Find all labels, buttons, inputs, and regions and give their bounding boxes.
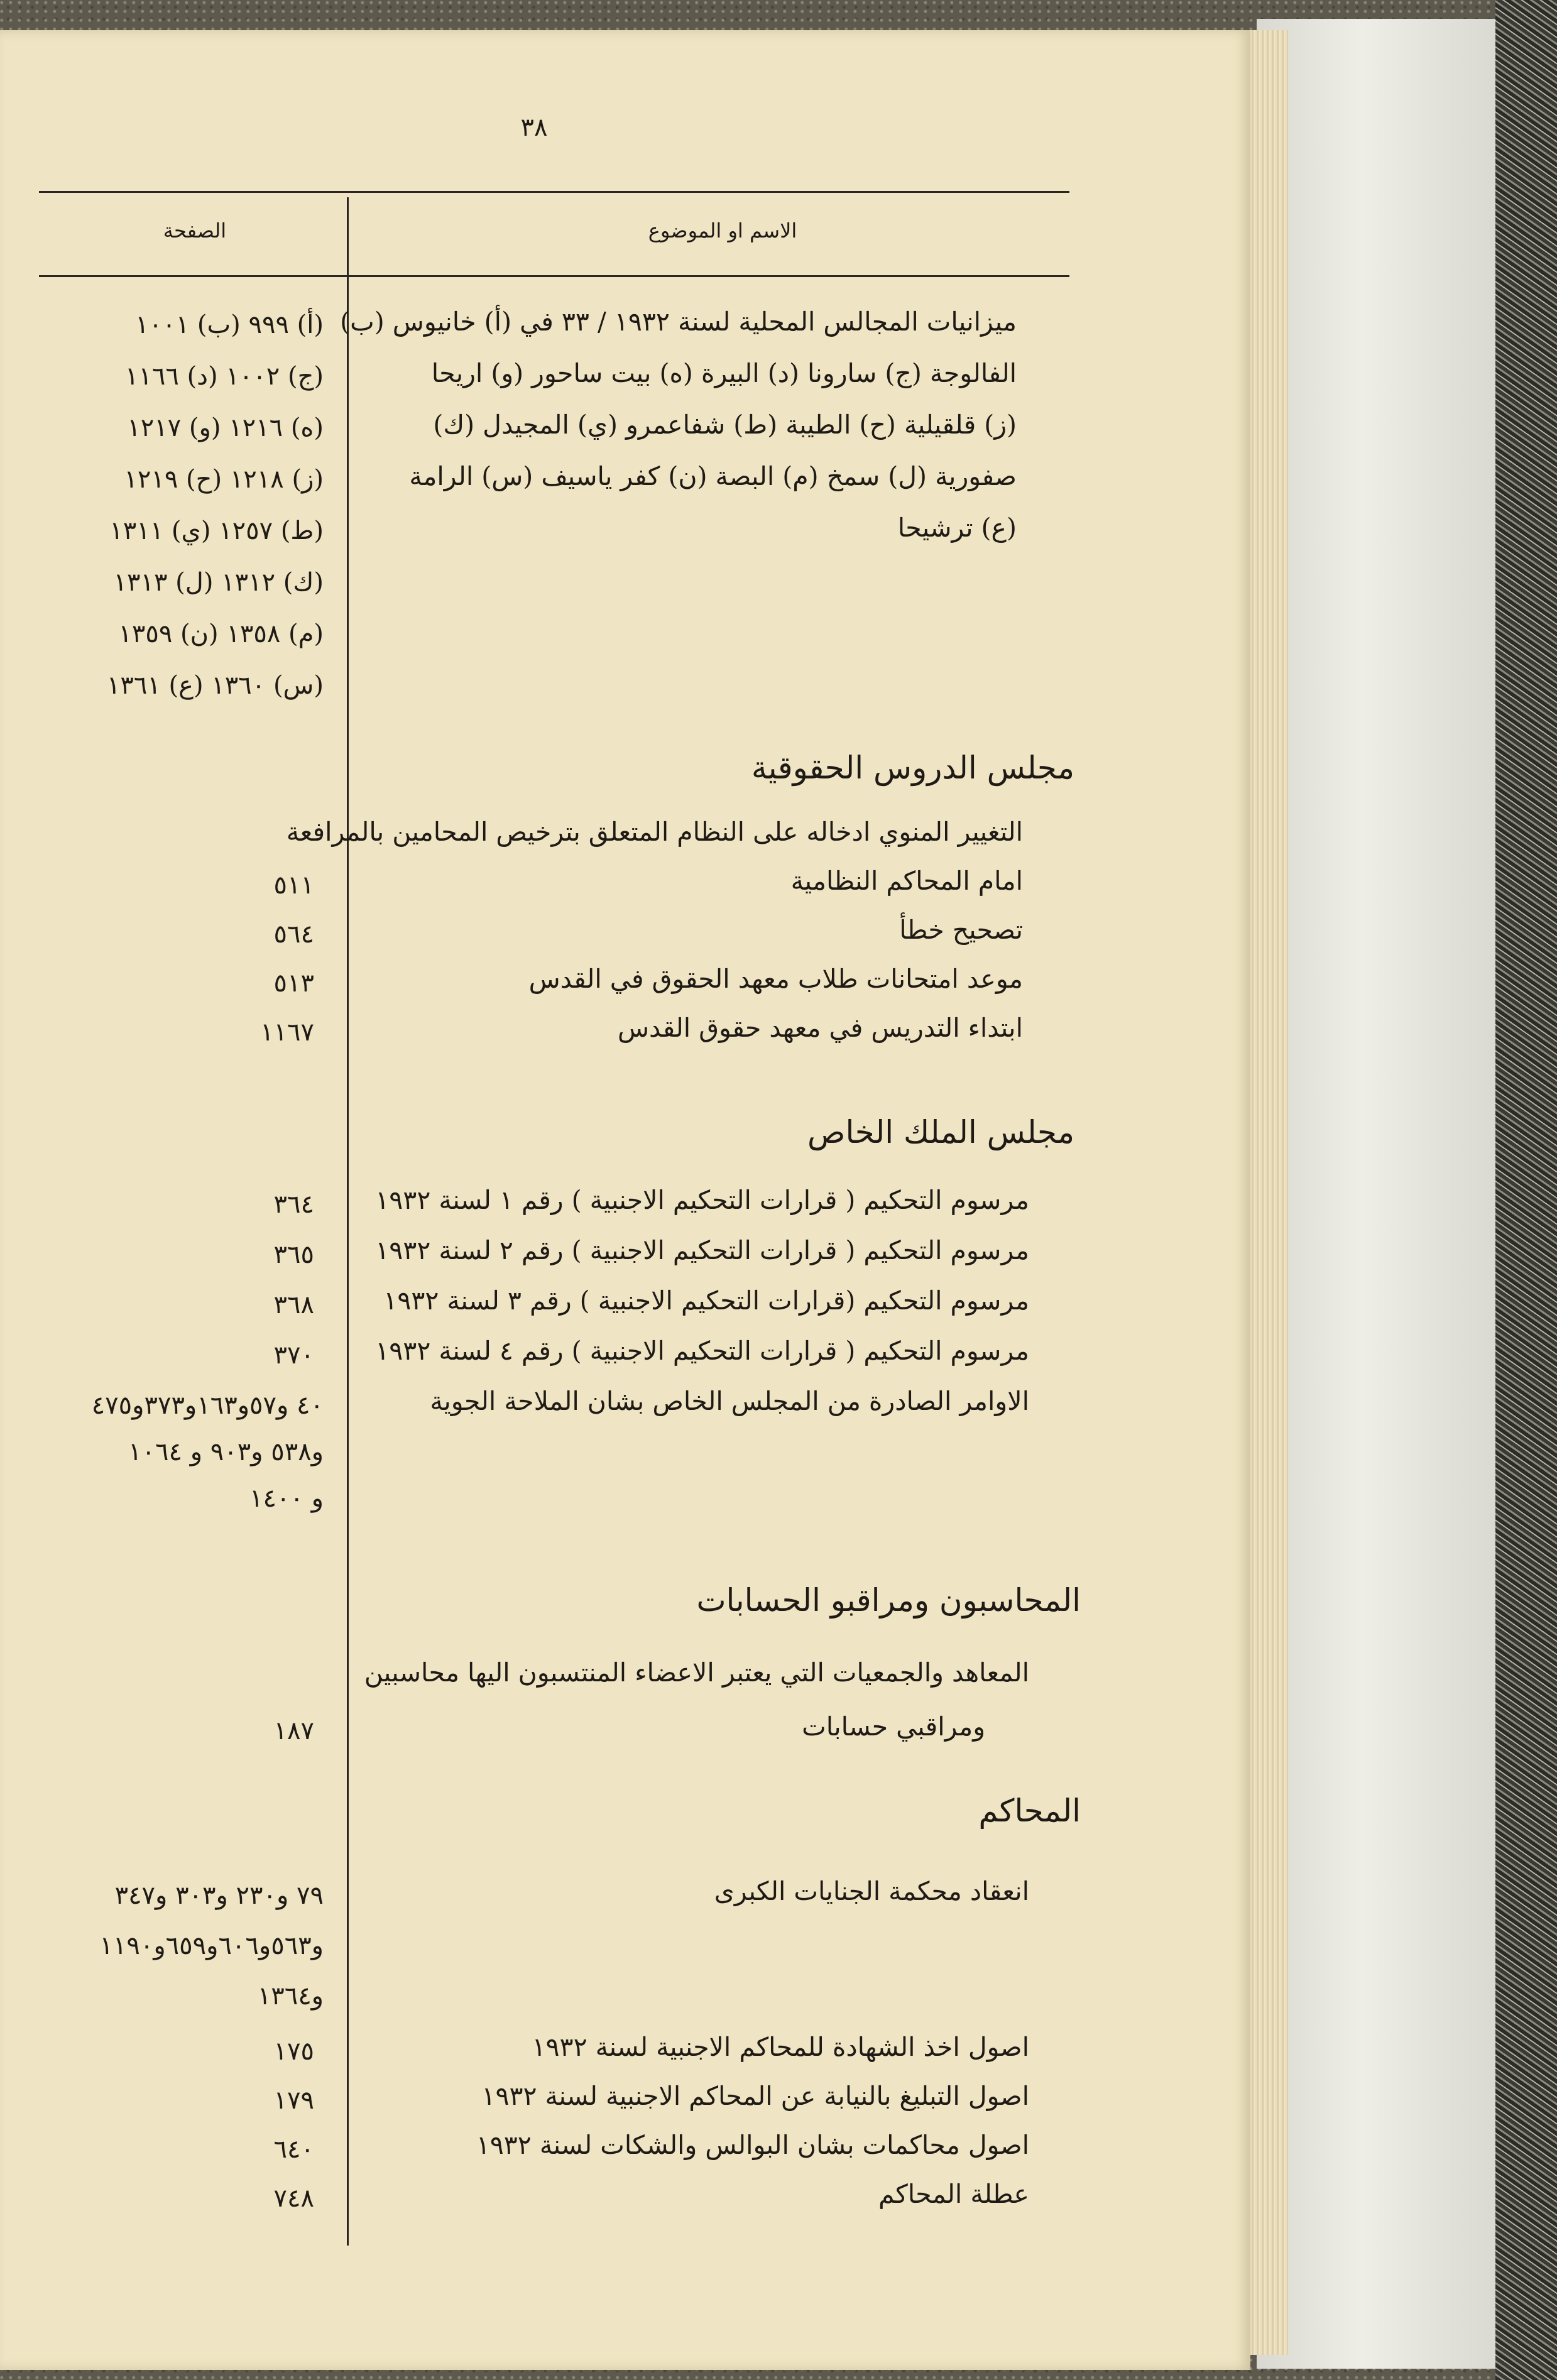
index-entry: اصول محاكمات بشان البوالس والشكات لسنة ١٩٣٢	[476, 2130, 1029, 2160]
page-ref: و ١٤٠٠	[249, 1484, 324, 1513]
page-ref: ٥١٣	[273, 969, 314, 998]
page-ref: ١٨٧	[273, 1717, 314, 1745]
section-heading: المحاكم	[978, 1793, 1081, 1829]
index-entry: المعاهد والجمعيات التي يعتبر الاعضاء المنتسبون اليها محاسبين	[364, 1657, 1029, 1688]
column-header-subject: الاسم او الموضوع	[648, 219, 797, 243]
page-ref: ٥١١	[273, 871, 314, 900]
page-ref: ١١٦٧	[260, 1018, 314, 1047]
page-ref: ١٧٥	[273, 2037, 314, 2066]
index-entry: تصحيح خطأ	[899, 915, 1023, 945]
index-entry: انعقاد محكمة الجنايات الكبرى	[714, 1876, 1029, 1906]
index-entry: اصول التبليغ بالنيابة عن المحاكم الاجنبية لسنة ١٩٣٢	[481, 2081, 1029, 2111]
index-entry: مرسوم التحكيم (قرارات التحكيم الاجنبية ) رقم ٣ لسنة ١٩٣٢	[383, 1286, 1029, 1316]
index-entry: اصول اخذ الشهادة للمحاكم الاجنبية لسنة ١٩٣٢	[532, 2032, 1029, 2062]
budgets-line: الفالوجة (ج) سارونا (د) البيرة (ه) بيت ساحور (و) اريحا	[431, 358, 1017, 388]
page-ref: (م) ١٣٥٨ (ن) ١٣٥٩	[118, 620, 324, 648]
index-entry: مرسوم التحكيم ( قرارات التحكيم الاجنبية ) رقم ١ لسنة ١٩٣٢	[375, 1185, 1029, 1215]
budgets-line: صفورية (ل) سمخ (م) البصة (ن) كفر ياسيف (س) الرامة	[409, 461, 1017, 491]
page-ref: ٤٠ و٥٧و١٦٣و٣٧٣و٤٧٥	[91, 1391, 324, 1420]
page-ref: (س) ١٣٦٠ (ع) ١٣٦١	[106, 671, 324, 700]
index-entry: ومراقبي حسابات	[802, 1711, 985, 1742]
page-ref: (ج) ١٠٠٢ (د) ١١٦٦	[124, 362, 324, 391]
page-ref: ٦٤٠	[273, 2135, 314, 2164]
page-ref: و١٣٦٤	[257, 1982, 324, 2011]
section-heading: مجلس الدروس الحقوقية	[751, 750, 1074, 786]
index-entry: موعد امتحانات طلاب معهد الحقوق في القدس	[528, 964, 1023, 994]
marbled-cover-edge	[1495, 0, 1557, 2380]
index-entry: التغيير المنوي ادخاله على النظام المتعلق بترخيص المحامين بالمرافعة	[286, 817, 1023, 847]
page-ref: ٧٩ و٢٣٠ و٣٠٣ و٣٤٧	[114, 1881, 324, 1910]
page-ref: و٥٦٣و٦٠٦و٦٥٩و١١٩٠	[99, 1931, 324, 1960]
page-ref: (ك) ١٣١٢ (ل) ١٣١٣	[113, 568, 324, 597]
page-stack-edge	[1250, 30, 1288, 2355]
index-page	[0, 30, 1250, 2370]
page-number: ٣٨	[520, 113, 548, 142]
section-heading: المحاسبون ومراقبو الحسابات	[696, 1582, 1081, 1619]
header-top-rule	[39, 191, 1069, 193]
column-divider	[347, 197, 349, 2246]
budgets-line: (ع) ترشيحا	[897, 513, 1017, 543]
header-bottom-rule	[39, 275, 1069, 277]
page-ref: (ه) ١٢١٦ (و) ١٢١٧	[127, 413, 324, 442]
index-entry: ابتداء التدريس في معهد حقوق القدس	[618, 1013, 1023, 1043]
budgets-line: ميزانيات المجالس المحلية لسنة ١٩٣٢ / ٣٣ في (أ) خانيوس (ب)	[340, 307, 1017, 337]
page-ref: ٣٦٤	[273, 1190, 314, 1219]
page-ref: (ز) ١٢١٨ (ح) ١٢١٩	[124, 465, 324, 494]
page-ref: (أ) ٩٩٩ (ب) ١٠٠١	[135, 310, 324, 339]
page-ref: ٧٤٨	[273, 2184, 314, 2213]
budgets-line: (ز) قلقيلية (ح) الطيبة (ط) شفاعمرو (ي) المجيدل (ك)	[433, 410, 1017, 440]
page-ref: ٣٦٥	[273, 1240, 314, 1269]
section-heading: مجلس الملك الخاص	[807, 1114, 1074, 1150]
index-entry: مرسوم التحكيم ( قرارات التحكيم الاجنبية ) رقم ٢ لسنة ١٩٣٢	[375, 1235, 1029, 1265]
index-entry: امام المحاكم النظامية	[790, 866, 1023, 896]
page-ref: ٥٦٤	[273, 920, 314, 949]
page-ref: ٣٧٠	[273, 1341, 314, 1370]
page-ref: ١٧٩	[273, 2086, 314, 2115]
column-header-page: الصفحة	[163, 219, 227, 243]
page-ref: ٣٦٨	[273, 1291, 314, 1319]
page-ref: و٥٣٨ و٩٠٣ و ١٠٦٤	[128, 1438, 324, 1466]
index-entry: الاوامر الصادرة من المجلس الخاص بشان الملاحة الجوية	[430, 1386, 1029, 1416]
index-entry: عطلة المحاكم	[878, 2179, 1029, 2209]
page-ref: (ط) ١٢٥٧ (ي) ١٣١١	[109, 516, 324, 545]
backing-sheet	[1257, 19, 1521, 2369]
index-entry: مرسوم التحكيم ( قرارات التحكيم الاجنبية ) رقم ٤ لسنة ١٩٣٢	[375, 1336, 1029, 1366]
